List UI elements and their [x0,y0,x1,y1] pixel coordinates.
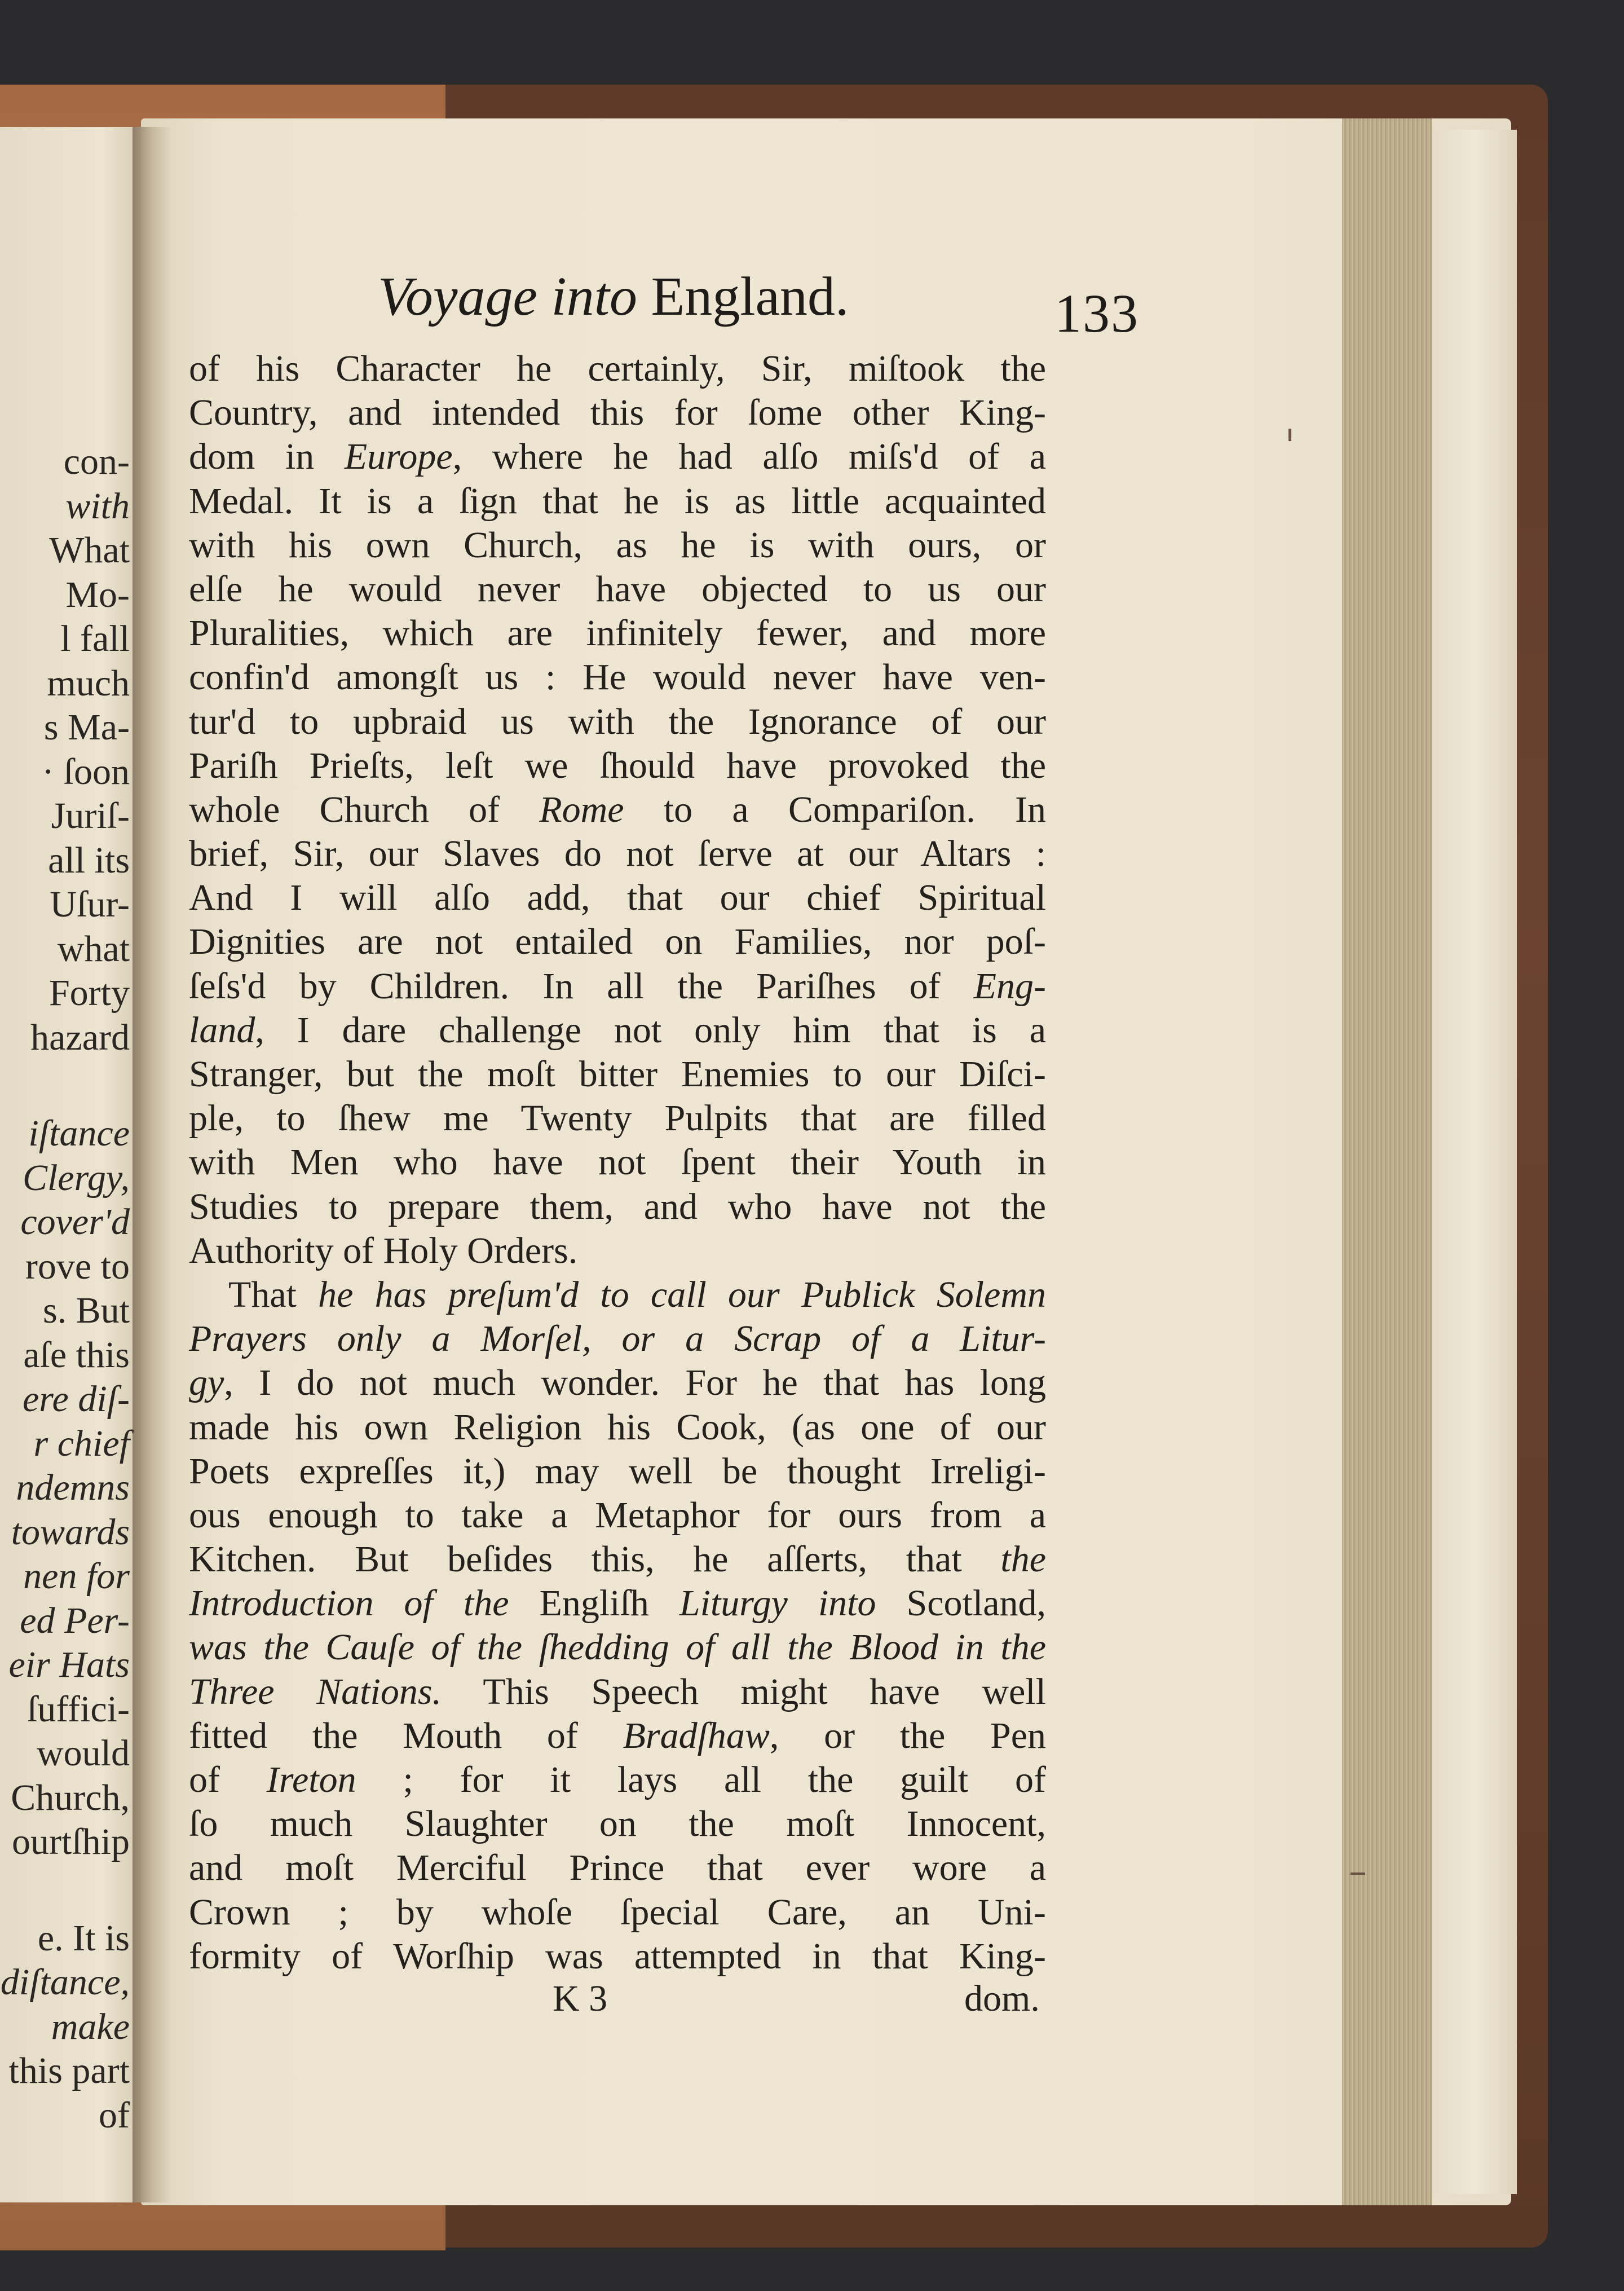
running-head-roman: England. [637,266,849,327]
roman-text: and moſt Merciful Prince that ever wore a [189,1847,1046,1889]
roman-text: Scotland, [876,1583,1047,1624]
italic-text: Europe [344,436,453,478]
page-number: 133 [1054,283,1139,343]
italic-text: the [1000,1539,1046,1580]
body-line [189,1670,1046,1714]
catchword: dom. [964,1978,1040,2019]
body-line [189,876,1046,920]
body-line [189,1052,1046,1096]
roman-text: Poets expreſſes it,) may well be thought Irreligi- [189,1450,1046,1492]
roman-text: , I do not much wonder. For he that has long [224,1362,1046,1404]
italic-text: Prayers only a Morſel, [189,1318,622,1360]
italic-text: Rome [539,788,624,830]
body-line [189,1273,1046,1317]
facing-page-line: Forty [48,972,130,1014]
body-line [189,700,1046,744]
body-line [189,1935,1046,1979]
gutter-shadow [133,127,172,2202]
body-line [189,1537,1046,1581]
roman-text: elſe he would never have objected to us our [189,568,1046,610]
facing-page-line: aſe this [23,1334,130,1376]
body-line [189,964,1046,1008]
body-line [189,567,1046,611]
facing-page-line: this part [8,2050,130,2091]
facing-page-line: l fall [60,618,130,659]
roman-text: Studies to prepare them, and who have not the [189,1186,1046,1227]
roman-text: Dignities are not entailed on Families, nor poſ- [189,921,1046,963]
facing-page-line: Mo- [65,574,130,615]
body-line [189,1891,1046,1935]
body-line [189,1625,1046,1669]
margin-mark [1351,1873,1365,1875]
body-line [189,1581,1046,1625]
facing-page-line: diſtance, [0,1962,130,2003]
roman-text: Authority of Holy Orders. [189,1230,578,1271]
roman-text: brief, Sir, our Slaves do not ſerve at our Altars : [189,833,1046,875]
body-line [189,435,1046,479]
body-line [189,611,1046,655]
facing-page-line: hazard [30,1016,130,1058]
italic-text: gy [189,1362,224,1404]
roman-text: Kitchen. But beſides this, he aſſerts, that [189,1539,1001,1580]
roman-text: formity of Worſhip was attempted in that King- [189,1935,1046,1977]
facing-page-line: · ſoon [42,751,130,792]
margin-mark [1288,429,1291,441]
roman-text: Stranger, but the moſt bitter Enemies to our Diſci- [189,1054,1046,1095]
roman-text: Engliſh [509,1583,679,1624]
page-edges [1342,118,1432,2205]
body-line [189,391,1046,435]
roman-text: of his Character he certainly, Sir, miſtook the [189,348,1046,389]
facing-page-line: Church, [11,1777,130,1818]
body-line [189,920,1046,964]
facing-page-line: towards [11,1511,130,1553]
running-head-italic: Voyage into [378,266,637,327]
roman-text: ; for it lays all the guilt of [356,1759,1046,1800]
body-line [189,1493,1046,1537]
body-line [189,1317,1046,1361]
body-line [189,1361,1046,1405]
roman-text: ous enough to take a Metaphor for ours from a [189,1494,1046,1536]
italic-text: land [189,1009,255,1051]
facing-page-line: would [37,1733,130,1774]
facing-page-line: what [57,928,130,970]
body-line [189,744,1046,788]
facing-page-line: of [99,2094,130,2136]
roman-text: ple, to ſhew me Twenty Pulpits that are filled [189,1098,1046,1139]
facing-page-line: eir Hats [8,1644,130,1685]
body-line [189,1714,1046,1758]
facing-page-line: with [65,485,130,527]
roman-text: confin'd amongſt us : He would never have ven- [189,657,1046,698]
facing-page-line: ndemns [16,1467,130,1508]
facing-page-line: s Ma- [43,707,130,748]
facing-page-line: s. But [42,1290,130,1331]
facing-page-line: ere diſ- [23,1378,130,1420]
roman-text: Crown ; by whoſe ſpecial Care, an Uni- [189,1891,1046,1933]
facing-page-line: What [49,530,130,571]
body-line [189,347,1046,391]
roman-text: fitted the Mouth of [189,1715,623,1756]
roman-text: made his own Religion his Cook, (as one of our [189,1406,1046,1448]
italic-text: Bradſhaw [623,1715,770,1756]
facing-page-line [0,1060,130,1112]
roman-text: Country, and intended this for ſome other King- [189,392,1046,434]
body-line [189,832,1046,876]
facing-page-line: all its [48,839,130,881]
body-line [189,1846,1046,1890]
endpaper-edge [1432,130,1517,2194]
roman-text: of [189,1759,267,1800]
facing-page-line: e. It is [37,1917,130,1959]
roman-text: This Speech might have well [442,1671,1046,1712]
roman-text: , or the Pen [769,1715,1047,1756]
italic-text: Three Nations. [189,1671,442,1712]
facing-page-line: cover'd [20,1201,130,1243]
signature-mark: K 3 [553,1978,608,2019]
body-line [189,1802,1046,1846]
body-line [189,523,1046,567]
facing-page-line: con- [63,441,130,482]
body-line [189,1185,1046,1229]
roman-text: with Men who have not ſpent their Youth in [189,1142,1046,1183]
roman-text: Medal. It is a ſign that he is as little acquainted [189,480,1046,522]
roman-text: Pluralities, which are infinitely fewer, and more [189,613,1046,654]
roman-text: dom in [189,436,345,478]
body-line [189,788,1046,832]
body-line [189,1140,1046,1184]
italic-text: was the Cauſe of the ſhedding of all the Blood in the [189,1627,1046,1668]
roman-text: Pariſh Prieſts, leſt we ſhould have provoked the [189,744,1046,786]
roman-text: ſo much Slaughter on the moſt Innocent, [189,1803,1046,1845]
body-line [189,1008,1046,1052]
body-line [189,1450,1046,1493]
facing-page-line: iſtance [28,1113,130,1154]
roman-text: with his own Church, as he is with ours, or [189,524,1046,566]
body-line [189,655,1046,699]
facing-page-line: r chief [33,1422,130,1464]
facing-page-line: Juriſ- [51,795,130,836]
facing-page-line: ourtſhip [12,1821,130,1862]
roman-text: to a Compariſon. In [624,788,1046,830]
roman-text: tur'd to upbraid us with the Ignorance of our [189,700,1046,742]
facing-page-line [0,1865,130,1916]
facing-page-line: make [51,2006,130,2047]
roman-text: And I will alſo add, that our chief Spiritual [189,877,1046,919]
italic-text: Eng- [973,965,1046,1007]
body-line [189,1096,1046,1140]
running-head [378,265,849,328]
italic-text: Introduction of the [189,1583,509,1624]
italic-text: Liturgy into [679,1583,876,1624]
italic-text: or [621,1318,655,1360]
italic-text: Ireton [266,1759,356,1800]
facing-page-line: ſuffici- [27,1688,130,1730]
facing-page-text [0,440,130,2138]
roman-text: whole Church of [189,788,540,830]
body-text [189,347,1046,1979]
italic-text: he has preſum'd to call our Publick Solemn [318,1274,1047,1315]
body-line [189,1406,1046,1450]
roman-text: That [228,1274,319,1315]
roman-text: , I dare challenge not only him that is a [255,1009,1046,1051]
facing-page-line: Uſur- [50,884,130,925]
facing-page-line: ed Per- [20,1600,130,1641]
body-line [189,1229,1046,1273]
facing-page [0,127,145,2202]
body-line [189,1758,1046,1802]
roman-text: ſeſs'd by Children. In all the Pariſhes of [189,965,974,1007]
facing-page-line: rove to [25,1245,130,1287]
italic-text: a Scrap of a Litur- [655,1318,1047,1360]
body-line [189,479,1046,523]
facing-page-line: much [47,662,130,704]
facing-page-line: nen for [23,1556,130,1597]
facing-page-line: Clergy, [22,1157,130,1199]
roman-text: , where he had alſo miſs'd of a [452,436,1046,478]
